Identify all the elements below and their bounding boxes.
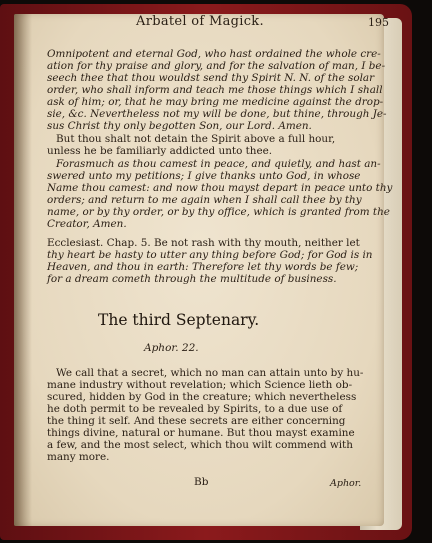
section-heading: The third Septenary. (98, 311, 260, 329)
text-line: things divine, natural or humane. But thou mayst examine (47, 427, 355, 439)
text-line: swered unto my petitions; I give thanks unto God, in whose (47, 170, 361, 182)
text-line: ation for thy praise and glory, and for the salvation of man, I be- (47, 60, 386, 72)
text-line: Ecclesiast. Chap. 5. Be not rash with thy mouth, neither let (47, 237, 360, 249)
text-line: mane industry without revelation; which Science lieth ob- (47, 379, 353, 391)
text-line: sie, &c. Nevertheless not my will be done, but thine, through Je- (47, 108, 387, 120)
text-line: orders; and return to me again when I shall call thee by thy (47, 194, 362, 206)
text-line: for a dream cometh through the multitude of business. (47, 273, 337, 285)
text-line: Omnipotent and eternal God, who hast ordained the whole cre- (47, 48, 381, 60)
aphorism-label: Aphor. 22. (144, 342, 199, 354)
catchword: Aphor. (330, 478, 362, 489)
running-head: Arbatel of Magick. (136, 14, 264, 29)
page-gutter-shadow (14, 14, 32, 526)
signature-mark: Bb (194, 476, 209, 488)
text-line: a few, and the most select, which thou wilt commend with (47, 439, 353, 451)
text-line: name, or by thy order, or by thy office, which is granted from the (47, 206, 390, 218)
text-line: ask of him; or, that he may bring me medicine against the drop- (47, 96, 384, 108)
text-line: thy heart be hasty to utter any thing before God; for God is in (47, 249, 373, 261)
text-line: Name thou camest: and now thou mayst depart in peace unto thy (47, 182, 393, 194)
text-line: Heaven, and thou in earth: Therefore let thy words be few; (47, 261, 359, 273)
text-line: sus Christ thy only begotten Son, our Lord. Amen. (47, 120, 312, 132)
text-line: But thou shalt not detain the Spirit above a full hour, (56, 133, 336, 145)
page-number: 195 (368, 16, 389, 29)
text-line: seech thee that thou wouldst send thy Spirit N. N. of the solar (47, 72, 375, 84)
text-line: scured, hidden by God in the creature; which nevertheless (47, 391, 357, 403)
text-line: unless he be familiarly addicted unto thee. (47, 145, 273, 157)
text-line: the thing it self. And these secrets are either concerning (47, 415, 346, 427)
text-line: Forasmuch as thou camest in peace, and quietly, and hast an- (56, 158, 381, 170)
text-line: many more. (47, 451, 110, 463)
text-line: Creator, Amen. (47, 218, 127, 230)
text-line: he doth permit to be revealed by Spirits, to a due use of (47, 403, 343, 415)
text-line: We call that a secret, which no man can attain unto by hu- (56, 367, 364, 379)
text-line: order, who shall inform and teach me those things which I shall (47, 84, 383, 96)
